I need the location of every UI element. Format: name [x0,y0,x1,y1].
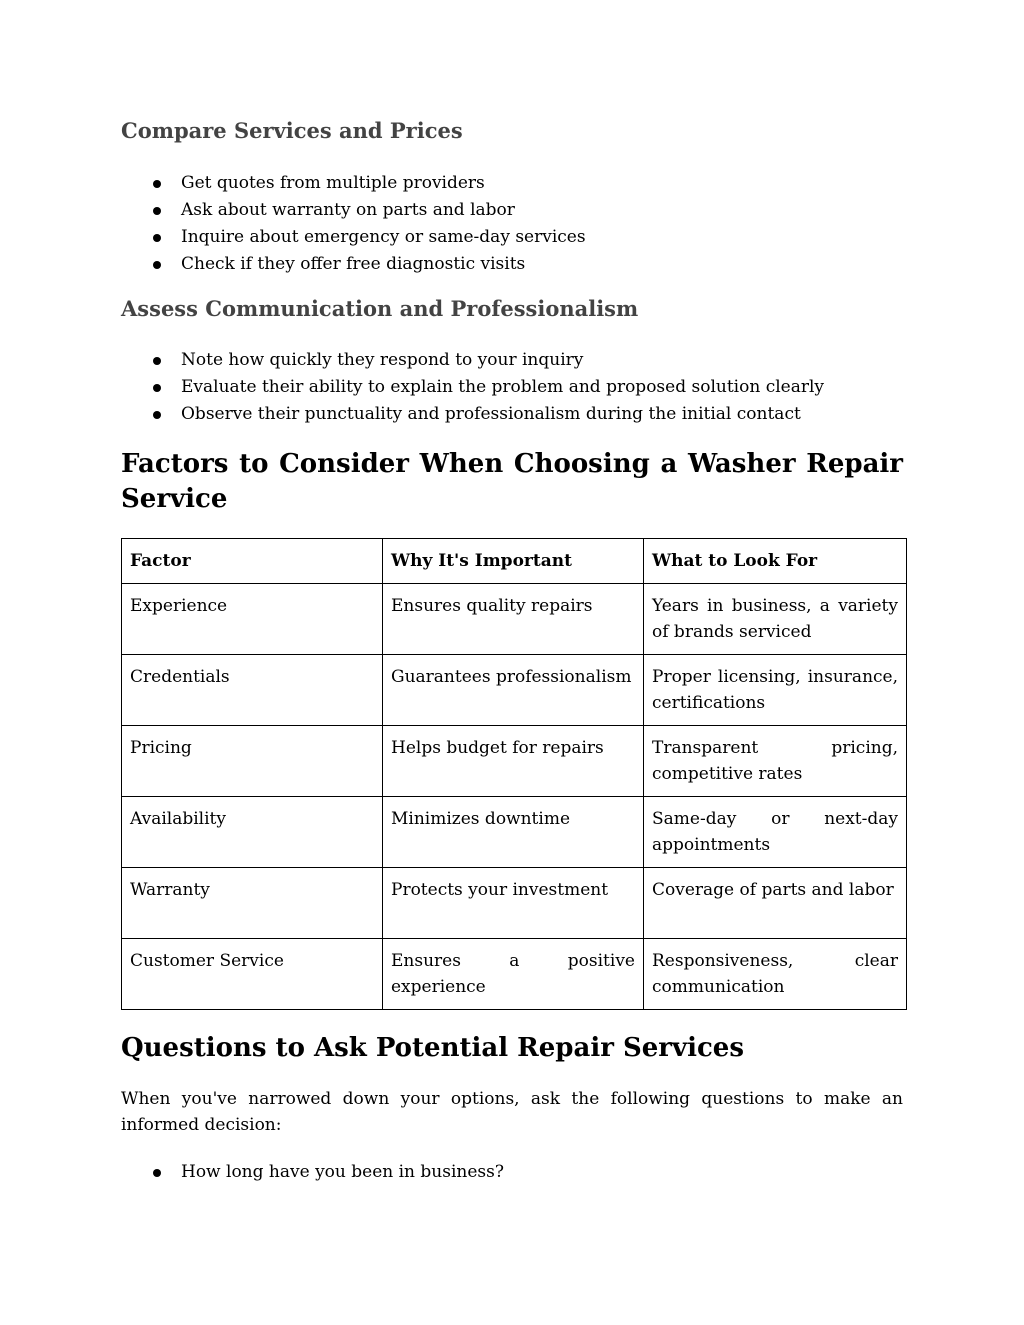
column-header-why-important: Why It's Important [383,539,644,584]
list-item: Inquire about emergency or same-day services [121,224,905,251]
heading-assess-communication: Assess Communication and Professionalism [121,296,639,321]
table-cell-why: Ensures quality repairs [383,584,644,655]
heading-questions: Questions to Ask Potential Repair Services [121,1033,744,1063]
table-row [122,655,907,726]
table-cell-look-for: Coverage of parts and labor [644,868,907,939]
bullet-icon [153,411,161,419]
table-cell-why: Guarantees professionalism [383,655,644,726]
table-row [122,939,907,1010]
table-cell-factor: Availability [122,797,383,868]
factors-table [121,538,907,1010]
column-header-what-to-look-for: What to Look For [644,539,907,584]
questions-intro-paragraph: When you've narrowed down your options, ask the following questions to make an informed decision: [121,1089,903,1135]
column-header-factor: Factor [122,539,383,584]
table-cell-look-for: Responsiveness, clear communication [644,939,907,1010]
table-cell-factor: Credentials [122,655,383,726]
table-header-row [122,539,907,584]
heading-compare-services: Compare Services and Prices [121,118,463,143]
list-item: Ask about warranty on parts and labor [121,197,905,224]
list-item: How long have you been in business? [121,1159,905,1186]
table-row [122,868,907,939]
heading-factors-line2: Service [121,484,228,514]
list-item: Check if they offer free diagnostic visits [121,251,905,278]
bullet-icon [153,1169,161,1177]
table-row [122,726,907,797]
table-row [122,797,907,868]
table-cell-factor: Warranty [122,868,383,939]
table-cell-factor: Experience [122,584,383,655]
bullet-icon [153,207,161,215]
table-cell-look-for: Same-day or next-day appointments [644,797,907,868]
list-item: Get quotes from multiple providers [121,170,905,197]
heading-factors-line1: Factors to Consider When Choosing a Washer Repair [121,449,903,479]
table-cell-why: Protects your investment [383,868,644,939]
table-row [122,584,907,655]
list-item: Observe their punctuality and professionalism during the initial contact [121,401,905,428]
table-cell-look-for: Transparent pricing, competitive rates [644,726,907,797]
bullet-icon [153,180,161,188]
table-cell-factor: Pricing [122,726,383,797]
bullet-icon [153,261,161,269]
table-cell-look-for: Years in business, a variety of brands serviced [644,584,907,655]
bullet-icon [153,234,161,242]
table-cell-why: Minimizes downtime [383,797,644,868]
list-questions [121,1159,905,1186]
list-assess-communication [121,347,905,428]
table-cell-why: Ensures a positive experience [383,939,644,1010]
table-cell-look-for: Proper licensing, insurance, certifications [644,655,907,726]
list-compare-services [121,170,905,278]
bullet-icon [153,384,161,392]
table-cell-factor: Customer Service [122,939,383,1010]
list-item: Evaluate their ability to explain the problem and proposed solution clearly [121,374,905,401]
bullet-icon [153,357,161,365]
table-cell-why: Helps budget for repairs [383,726,644,797]
list-item: Note how quickly they respond to your inquiry [121,347,905,374]
